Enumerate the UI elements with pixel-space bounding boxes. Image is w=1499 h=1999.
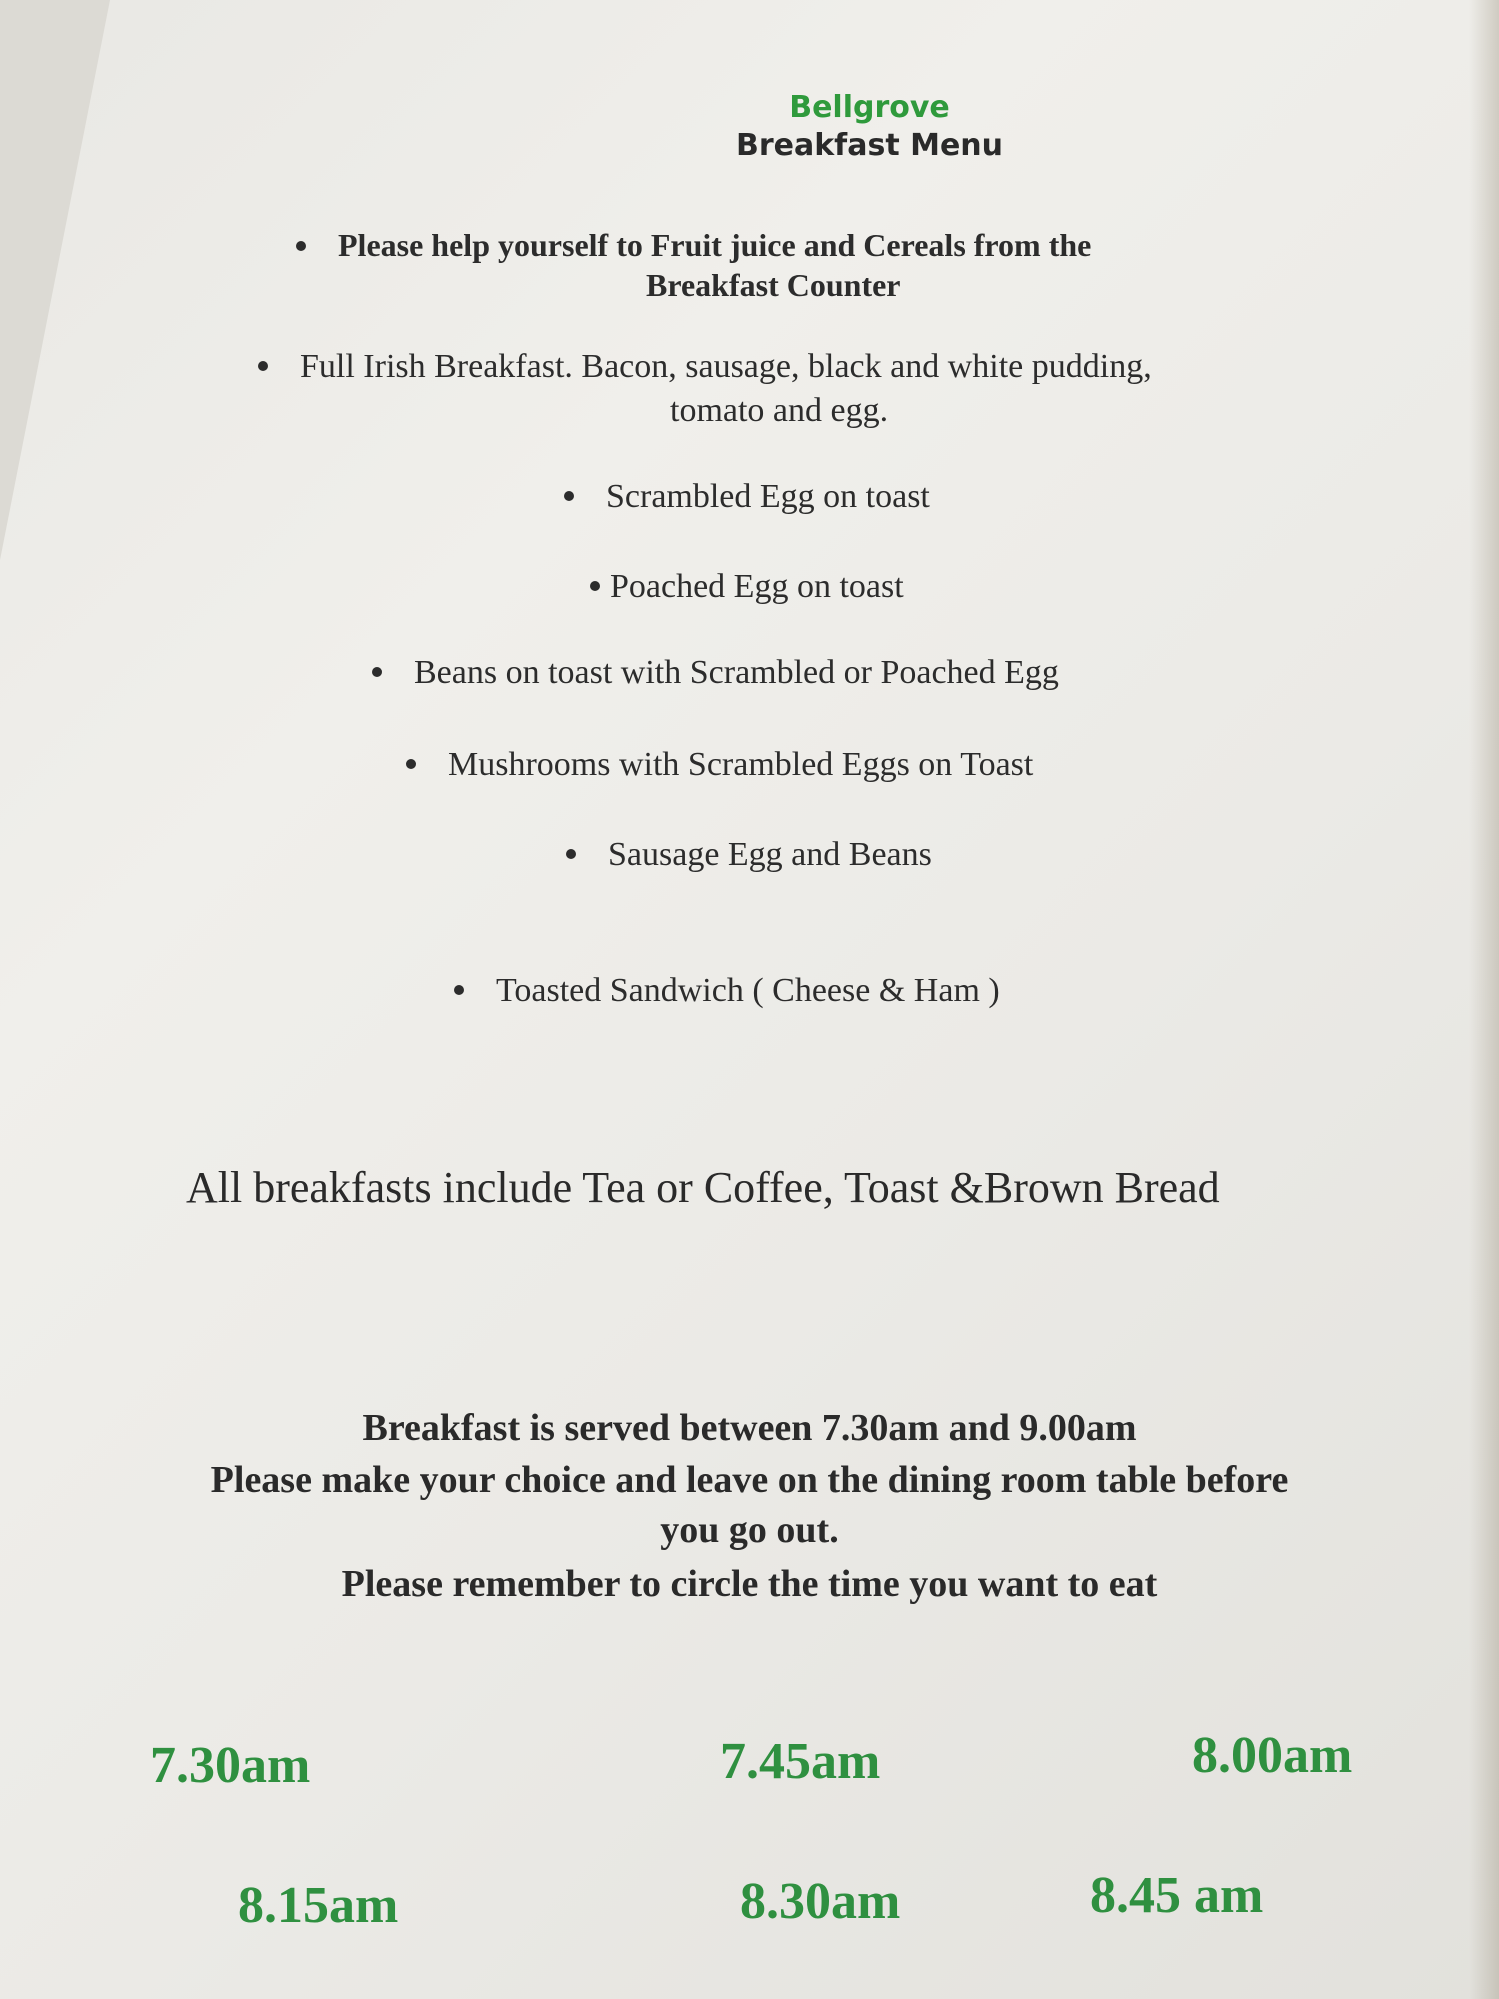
bullet-icon (454, 985, 464, 995)
menu-item (372, 652, 1059, 694)
bullet-icon (258, 361, 268, 371)
time-option[interactable]: 8.45 am (1090, 1867, 1264, 1924)
time-option[interactable]: 8.00am (1192, 1727, 1353, 1784)
bullet-icon (566, 849, 576, 859)
paper-edge-shadow (1469, 0, 1499, 1999)
menu-item (258, 346, 1152, 388)
bullet-icon (564, 491, 574, 501)
menu-item-text: Beans on toast with Scrambled or Poached Egg (414, 654, 1059, 691)
time-option[interactable]: 8.15am (238, 1877, 399, 1934)
instruction-line: you go out. (660, 1509, 839, 1551)
menu-item-continuation: tomato and egg. (670, 392, 889, 429)
bullet-icon (590, 581, 600, 591)
time-option[interactable]: 7.30am (150, 1737, 311, 1794)
menu-item (296, 224, 1091, 266)
menu-item (590, 566, 904, 608)
menu-item-text: Sausage Egg and Beans (608, 836, 932, 873)
menu-item-text: Poached Egg on toast (610, 568, 904, 605)
menu-item (566, 834, 932, 876)
menu-item (406, 744, 1033, 786)
bullet-icon (296, 241, 306, 251)
includes-statement: All breakfasts include Tea or Coffee, Toast &Brown Bread (186, 1163, 1220, 1212)
menu-item-text: Please help yourself to Fruit juice and Cereals from the (338, 227, 1092, 263)
brand-name: Bellgrove (789, 90, 950, 125)
instruction-line: Please make your choice and leave on the dining room table before (210, 1459, 1289, 1501)
menu-item (564, 476, 930, 518)
menu-item-continuation: Breakfast Counter (646, 267, 901, 303)
menu-item-text: Scrambled Egg on toast (606, 478, 930, 515)
menu-title: Breakfast Menu (735, 128, 1004, 163)
menu-item-text: Mushrooms with Scrambled Eggs on Toast (448, 746, 1034, 783)
bullet-icon (406, 759, 416, 769)
menu-item-text: Full Irish Breakfast. Bacon, sausage, black and white pudding, (300, 348, 1152, 385)
time-option[interactable]: 7.45am (720, 1733, 881, 1790)
bullet-icon (372, 667, 382, 677)
time-option[interactable]: 8.30am (740, 1873, 901, 1930)
menu-item-text: Toasted Sandwich ( Cheese & Ham ) (496, 972, 1000, 1009)
serving-hours: Breakfast is served between 7.30am and 9.00am (362, 1407, 1137, 1449)
instruction-line: Please remember to circle the time you want to eat (341, 1563, 1158, 1605)
paper-fold (0, 0, 110, 560)
menu-item (454, 970, 1000, 1012)
